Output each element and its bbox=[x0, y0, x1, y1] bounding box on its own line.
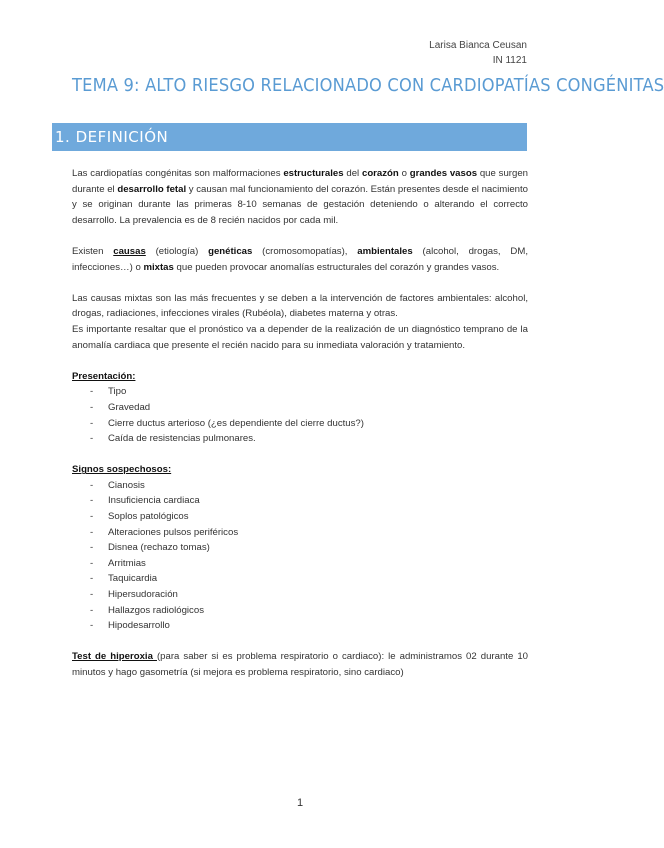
list-item: - Hipodesarrollo bbox=[90, 618, 528, 634]
bold-term: desarrollo fetal bbox=[117, 183, 187, 195]
section-title: 1. DEFINICIÓN bbox=[55, 128, 169, 146]
section-header-bar bbox=[52, 123, 527, 151]
text-run: y causan mal funcionamiento del corazón. Están presentes desde el nacimiento y se originan durante las primeras 8-10 semanas de gestación deteniendo o alterando el correcto desarrollo. La prevalencia es de 8 recién nacidos por cada mil. bbox=[72, 183, 528, 226]
text-run: Las cardiopatías congénitas son malformaciones bbox=[72, 168, 284, 179]
bold-term: genéticas bbox=[208, 245, 253, 257]
list-item: - Disnea (rechazo tomas) bbox=[90, 540, 528, 556]
underlined-term: causas bbox=[113, 245, 146, 257]
text-run: que surgen durante el bbox=[72, 168, 528, 195]
list-item: - Alteraciones pulsos periféricos bbox=[90, 525, 528, 541]
text-run: que pueden provocar anomalías estructurales del corazón y grandes vasos. bbox=[173, 261, 500, 273]
underlined-term: Test de hiperoxia bbox=[72, 651, 157, 663]
author-name: Larisa Bianca Ceusan bbox=[429, 40, 527, 51]
hyperoxia-test-paragraph bbox=[72, 649, 528, 680]
text-run: Existen bbox=[72, 245, 114, 257]
text-run: del bbox=[343, 168, 362, 179]
text-run: o bbox=[398, 168, 410, 179]
list-item: - Hipersudoración bbox=[90, 587, 528, 603]
document-body bbox=[72, 166, 528, 696]
text-run: (para saber si es problema respiratorio o cardiaco): le administramos 02 durante 10 minutos y hago gasometría (si mejora es problema respiratorio, sino cardiaco) bbox=[72, 651, 529, 678]
text-run: (cromosomopatías), bbox=[252, 245, 358, 257]
presentation-list bbox=[90, 384, 528, 446]
signs-heading: Signos sospechosos: bbox=[72, 464, 172, 476]
bold-term: ambientales bbox=[357, 245, 413, 257]
document-title: TEMA 9: ALTO RIESGO RELACIONADO CON CARDIOPATÍAS CONGÉNITAS bbox=[72, 76, 664, 96]
mixed-causes-paragraph: Las causas mixtas son las más frecuentes y se deben a la intervención de factores ambientales: alcohol, drogas, radiaciones, infecciones virales (Rubéola), diabetes materna y otras. bbox=[72, 292, 528, 320]
presentation-heading: Presentación: bbox=[72, 370, 136, 382]
bold-term: mixtas bbox=[143, 261, 174, 273]
definition-paragraph bbox=[72, 166, 528, 228]
document-code: IN 1121 bbox=[492, 55, 527, 66]
causes-paragraph bbox=[72, 244, 528, 275]
list-item: - Gravedad bbox=[90, 400, 528, 416]
list-item: - Taquicardia bbox=[90, 571, 528, 587]
list-item: - Soplos patológicos bbox=[90, 509, 528, 525]
bold-term: corazón bbox=[361, 168, 399, 179]
list-item: - Hallazgos radiológicos bbox=[90, 603, 528, 619]
list-item: - Insuficiencia cardiaca bbox=[90, 493, 528, 509]
page-number: 1 bbox=[296, 797, 304, 809]
list-item: - Arritmias bbox=[90, 556, 528, 572]
bold-term: grandes vasos bbox=[409, 168, 478, 179]
list-item: - Caída de resistencias pulmonares. bbox=[90, 431, 528, 447]
text-run: (alcohol, drogas, DM, infecciones…) o bbox=[72, 245, 528, 273]
list-item: - Tipo bbox=[90, 384, 528, 400]
signs-list bbox=[90, 478, 528, 634]
list-item: - Cianosis bbox=[90, 478, 528, 494]
prognosis-paragraph: Es importante resaltar que el pronóstico va a depender de la realización de un diagnóstico temprano de la anomalía cardiaca que presente el recién nacido para su inmediata valoración y tratamiento. bbox=[72, 323, 528, 351]
list-item: - Cierre ductus arterioso (¿es dependiente del cierre ductus?) bbox=[90, 416, 528, 432]
text-run: (etiología) bbox=[145, 245, 209, 257]
bold-term: estructurales bbox=[283, 168, 344, 179]
